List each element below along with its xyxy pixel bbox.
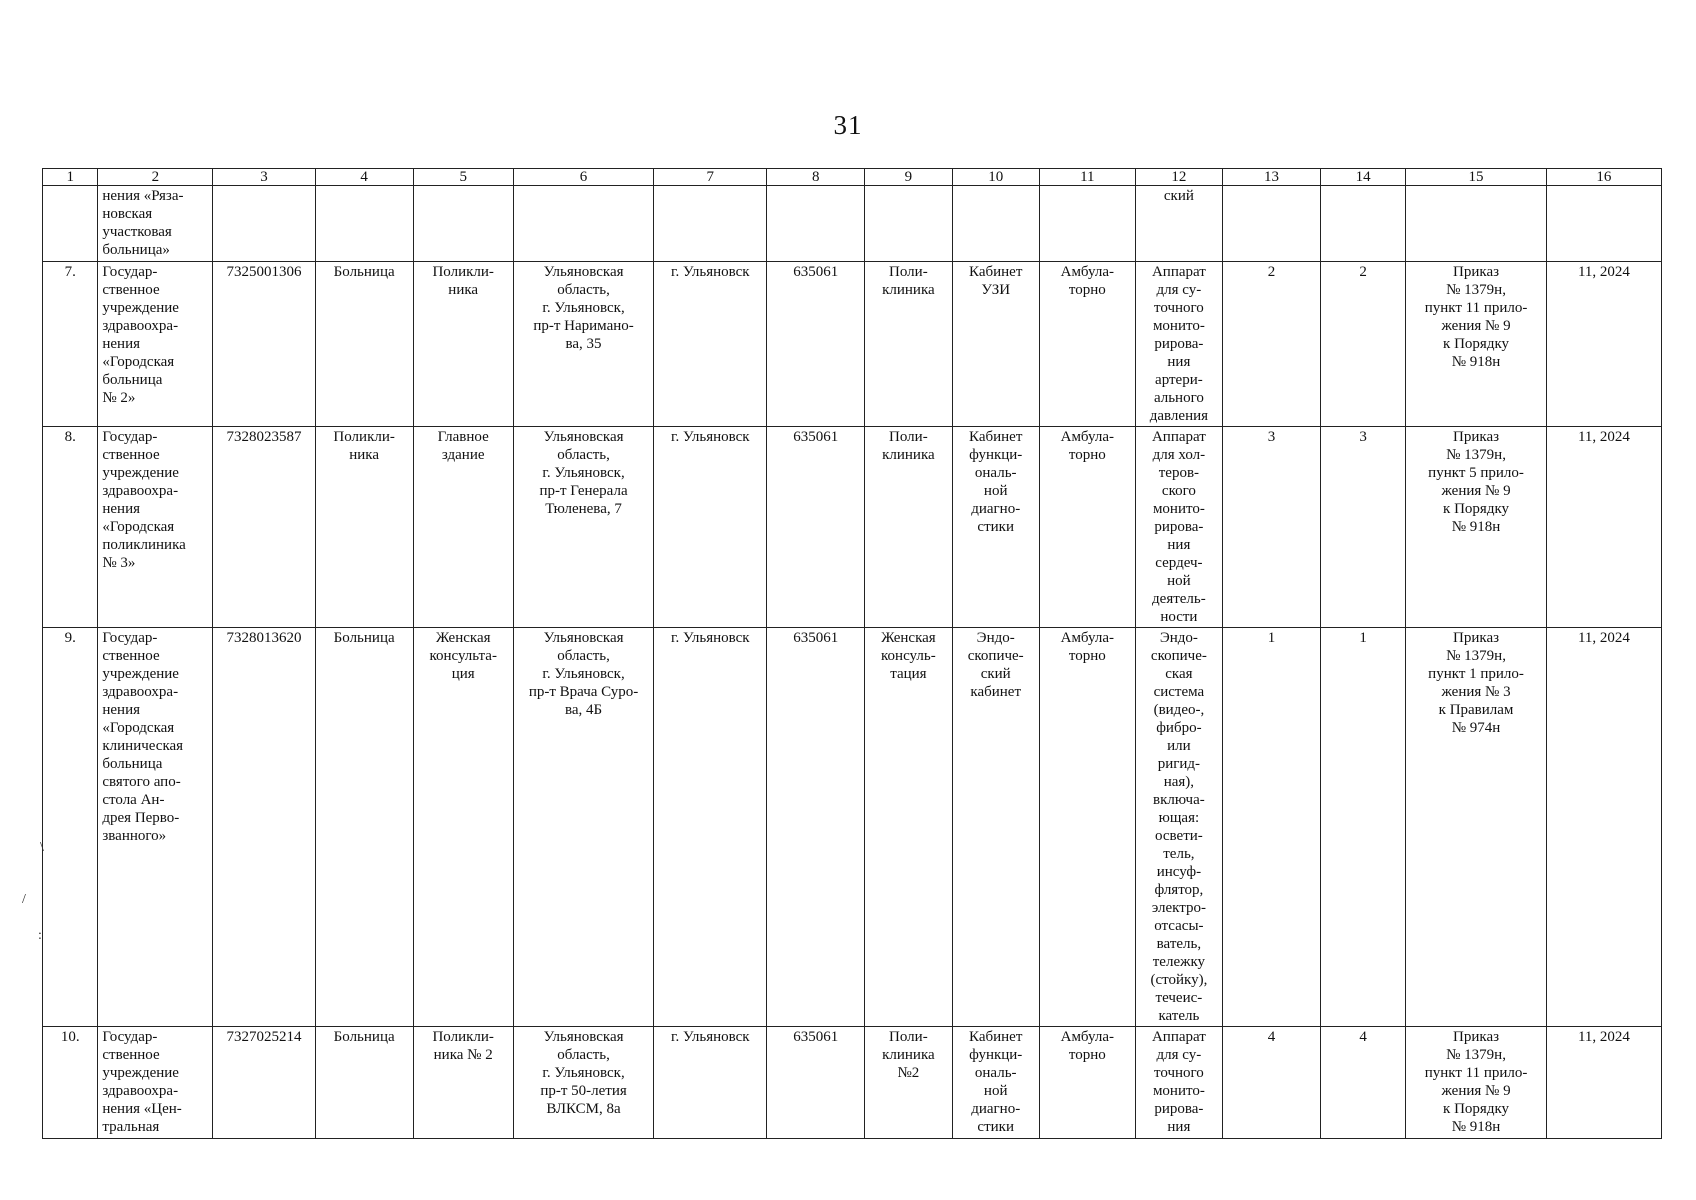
cell-type: Больница xyxy=(315,628,413,1027)
cell-care-form xyxy=(1039,186,1135,262)
cell-quantity xyxy=(1321,186,1406,262)
cell-type: Больница xyxy=(315,1027,413,1139)
cell-quantity: 2 xyxy=(1321,262,1406,427)
column-header: 4 xyxy=(315,169,413,186)
column-header: 1 xyxy=(43,169,98,186)
cell-inn xyxy=(213,186,315,262)
cell-order: Приказ № 1379н, пункт 11 прило- жения № 9 к Порядку № 918н xyxy=(1406,1027,1547,1139)
cell-postcode: 635061 xyxy=(767,1027,865,1139)
cell-period xyxy=(1546,186,1661,262)
cell-number: 8. xyxy=(43,427,98,628)
cell-inn: 7328013620 xyxy=(213,628,315,1027)
cell-period: 11, 2024 xyxy=(1546,1027,1661,1139)
cell-type xyxy=(315,186,413,262)
equipment-table xyxy=(42,168,1662,1139)
cell-care-form: Амбула- торно xyxy=(1039,427,1135,628)
cell-division xyxy=(865,186,952,262)
cell-address: Ульяновская область, г. Ульяновск, пр-т 50-летия ВЛКСМ, 8а xyxy=(513,1027,654,1139)
cell-city: г. Ульяновск xyxy=(654,262,767,427)
cell-period: 11, 2024 xyxy=(1546,427,1661,628)
column-header: 6 xyxy=(513,169,654,186)
cell-postcode: 635061 xyxy=(767,427,865,628)
column-number-row xyxy=(43,169,1662,186)
column-header: 7 xyxy=(654,169,767,186)
cell-order xyxy=(1406,186,1547,262)
column-header: 16 xyxy=(1546,169,1661,186)
scan-mark: : xyxy=(38,928,42,943)
cell-address: Ульяновская область, г. Ульяновск, пр-т Генерала Тюленева, 7 xyxy=(513,427,654,628)
cell-quantity: 1 xyxy=(1321,628,1406,1027)
cell-type: Поликли- ника xyxy=(315,427,413,628)
column-header: 13 xyxy=(1223,169,1321,186)
cell-room xyxy=(952,186,1039,262)
cell-city xyxy=(654,186,767,262)
cell-room: Кабинет УЗИ xyxy=(952,262,1039,427)
column-header: 5 xyxy=(413,169,513,186)
cell-room: Эндо- скопиче- ский кабинет xyxy=(952,628,1039,1027)
cell-quantity: 4 xyxy=(1321,1027,1406,1139)
column-header: 10 xyxy=(952,169,1039,186)
cell-number xyxy=(43,186,98,262)
cell-quantity: 1 xyxy=(1223,628,1321,1027)
cell-quantity: 3 xyxy=(1321,427,1406,628)
cell-unit: Поликли- ника xyxy=(413,262,513,427)
cell-equipment: Аппарат для су- точного монито- рирова- ния артери- ального давления xyxy=(1135,262,1222,427)
column-header: 2 xyxy=(98,169,213,186)
cell-care-form: Амбула- торно xyxy=(1039,262,1135,427)
cell-address xyxy=(513,186,654,262)
cell-equipment: Эндо- скопиче- ская система (видео-, фибро- или ригид- ная), включа- ющая: освети- тель, инсуф- флятор, электро- отсасы- ватель, тележку (стойку), течеис- катель xyxy=(1135,628,1222,1027)
scan-mark: / xyxy=(22,892,26,907)
cell-organization: Государ- ственное учреждение здравоохра- нения «Цен- тральная xyxy=(98,1027,213,1139)
cell-care-form: Амбула- торно xyxy=(1039,1027,1135,1139)
table-row xyxy=(43,628,1662,1027)
cell-division: Женская консуль- тация xyxy=(865,628,952,1027)
cell-city: г. Ульяновск xyxy=(654,1027,767,1139)
scan-mark: \ xyxy=(40,840,44,855)
cell-address: Ульяновская область, г. Ульяновск, пр-т Нариманo- ва, 35 xyxy=(513,262,654,427)
cell-division: Поли- клиника xyxy=(865,262,952,427)
cell-quantity: 3 xyxy=(1223,427,1321,628)
cell-postcode xyxy=(767,186,865,262)
cell-period: 11, 2024 xyxy=(1546,262,1661,427)
column-header: 11 xyxy=(1039,169,1135,186)
cell-number: 10. xyxy=(43,1027,98,1139)
page-number: 31 xyxy=(833,110,863,140)
cell-room: Кабинет функци- ональ- ной диагно- стики xyxy=(952,427,1039,628)
cell-unit: Женская консульта- ция xyxy=(413,628,513,1027)
cell-postcode: 635061 xyxy=(767,262,865,427)
cell-equipment: Аппарат для хол- теров- ского монито- рирова- ния сердеч- ной деятель- ности xyxy=(1135,427,1222,628)
column-header: 12 xyxy=(1135,169,1222,186)
cell-unit xyxy=(413,186,513,262)
cell-quantity xyxy=(1223,186,1321,262)
cell-type: Больница xyxy=(315,262,413,427)
cell-room: Кабинет функци- ональ- ной диагно- стики xyxy=(952,1027,1039,1139)
cell-organization: нения «Ряза- новская участковая больница» xyxy=(98,186,213,262)
column-header: 15 xyxy=(1406,169,1547,186)
cell-organization: Государ- ственное учреждение здравоохра- нения «Городская больница № 2» xyxy=(98,262,213,427)
column-header: 8 xyxy=(767,169,865,186)
cell-organization: Государ- ственное учреждение здравоохра- нения «Городская клиническая больница святого апо- стола Ан- дрея Перво- званного» xyxy=(98,628,213,1027)
column-header: 14 xyxy=(1321,169,1406,186)
cell-care-form: Амбула- торно xyxy=(1039,628,1135,1027)
table-row xyxy=(43,427,1662,628)
cell-address: Ульяновская область, г. Ульяновск, пр-т Врача Суро- ва, 4Б xyxy=(513,628,654,1027)
cell-inn: 7327025214 xyxy=(213,1027,315,1139)
cell-number: 7. xyxy=(43,262,98,427)
cell-number: 9. xyxy=(43,628,98,1027)
cell-order: Приказ № 1379н, пункт 5 прило- жения № 9 к Порядку № 918н xyxy=(1406,427,1547,628)
cell-quantity: 2 xyxy=(1223,262,1321,427)
cell-unit: Поликли- ника № 2 xyxy=(413,1027,513,1139)
cell-city: г. Ульяновск xyxy=(654,628,767,1027)
cell-order: Приказ № 1379н, пункт 11 прило- жения № 9 к Порядку № 918н xyxy=(1406,262,1547,427)
cell-order: Приказ № 1379н, пункт 1 прило- жения № 3 к Правилам № 974н xyxy=(1406,628,1547,1027)
cell-inn: 7325001306 xyxy=(213,262,315,427)
column-header: 9 xyxy=(865,169,952,186)
cell-organization: Государ- ственное учреждение здравоохра- нения «Городская поликлиника № 3» xyxy=(98,427,213,628)
cell-quantity: 4 xyxy=(1223,1027,1321,1139)
cell-division: Поли- клиника xyxy=(865,427,952,628)
table-row xyxy=(43,262,1662,427)
cell-equipment: ский xyxy=(1135,186,1222,262)
column-header: 3 xyxy=(213,169,315,186)
cell-inn: 7328023587 xyxy=(213,427,315,628)
cell-division: Поли- клиника №2 xyxy=(865,1027,952,1139)
cell-equipment: Аппарат для су- точного монито- рирова- ния xyxy=(1135,1027,1222,1139)
cell-period: 11, 2024 xyxy=(1546,628,1661,1027)
cell-postcode: 635061 xyxy=(767,628,865,1027)
cell-unit: Главное здание xyxy=(413,427,513,628)
table-row xyxy=(43,186,1662,262)
cell-city: г. Ульяновск xyxy=(654,427,767,628)
table-row xyxy=(43,1027,1662,1139)
